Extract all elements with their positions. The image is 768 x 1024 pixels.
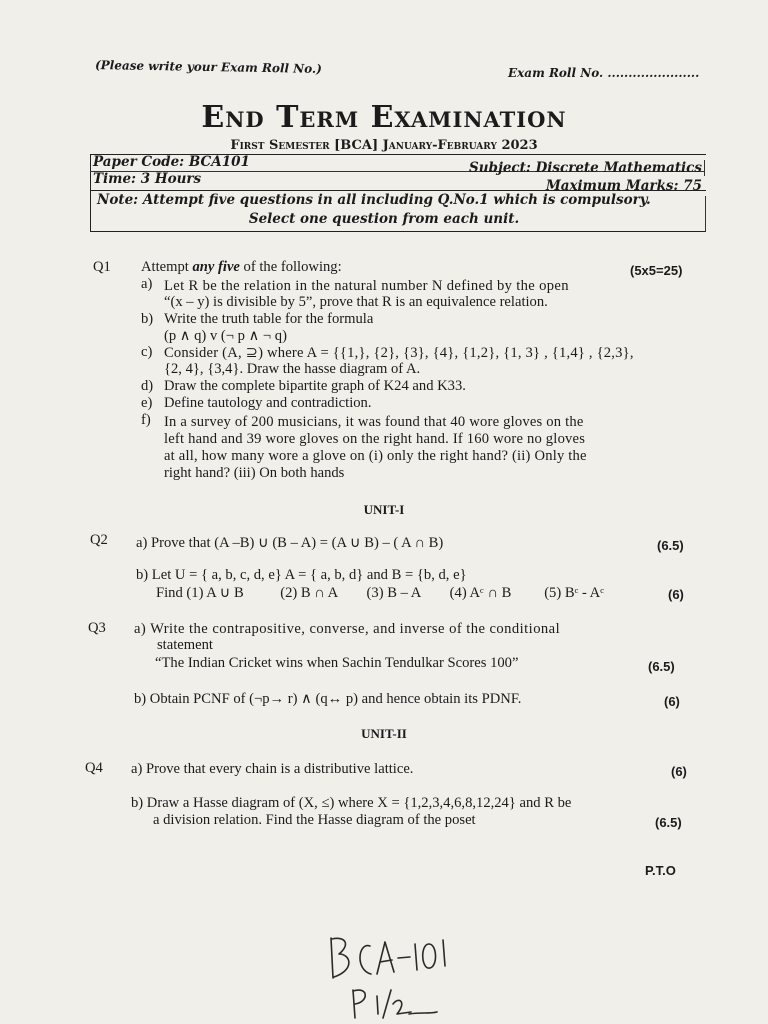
q4-b-line-1: b) Draw a Hasse diagram of (X, ≤) where X = {1,2,3,4,6,8,12,24} and R be <box>131 795 572 811</box>
note-line-2: Select one question from each unit. <box>248 211 520 227</box>
q2-number: Q2 <box>90 532 108 548</box>
q1-c-line-2: {2, 4}, {3,4}. Draw the hasse diagram of A. <box>164 361 421 377</box>
note-line-1: Note: Attempt five questions in all including Q.No.1 which is compulsory. <box>97 192 651 208</box>
q4-number: Q4 <box>85 760 103 776</box>
q1-f-line-4: right hand? (iii) On both hands <box>164 465 345 481</box>
q2-b-marks: (6) <box>668 587 684 602</box>
q4-a-marks: (6) <box>671 764 687 779</box>
exam-time: Time: 3 Hours <box>93 171 202 187</box>
q1-a-label: a) <box>141 276 153 292</box>
q3-number: Q3 <box>88 620 106 636</box>
subject: Subject: Discrete Mathematics <box>468 160 702 176</box>
q1-intro: Attempt any five of the following: <box>141 259 342 275</box>
q1-b-line-2: (p ∧ q) v (¬ p ∧ ¬ q) <box>164 328 287 344</box>
q1-f-line-2: left hand and 39 wore gloves on the right hand. If 160 wore no gloves <box>164 431 586 447</box>
max-marks: Maximum Marks: 75 <box>545 178 702 194</box>
paper-code: Paper Code: BCA101 <box>93 154 250 170</box>
q2-a-marks: (6.5) <box>657 538 684 553</box>
roll-number-field: Exam Roll No. ...................... <box>508 66 700 80</box>
roll-note: (Please write your Exam Roll No.) <box>94 58 322 76</box>
q1-f-line-3: at all, how many wore a glove on (i) only the right hand? (ii) Only the <box>164 448 587 464</box>
q1-f-line-1: In a survey of 200 musicians, it was found that 40 wore gloves on the <box>164 414 584 430</box>
q4-b-marks: (6.5) <box>655 815 682 830</box>
handwritten-annotation <box>325 930 465 1020</box>
exam-title: End Term Examination <box>201 100 567 135</box>
q3-a-line-2: statement <box>157 637 213 653</box>
semester-line: First Semester [BCA] January-February 2023 <box>230 138 538 153</box>
q3-a-line-3: “The Indian Cricket wins when Sachin Tendulkar Scores 100” <box>155 655 519 671</box>
q3-a-line-1: a) Write the contrapositive, converse, and inverse of the conditional <box>134 621 561 637</box>
q4-b-line-2: a division relation. Find the Hasse diagram of the poset <box>153 812 476 828</box>
q1-a-line-1: Let R be the relation in the natural number N defined by the open <box>164 278 569 294</box>
handwriting-drawing <box>325 930 465 1020</box>
unit-1-heading: UNIT-I <box>363 502 405 517</box>
q2-b-line-2: Find (1) A ∪ B (2) B ∩ A (3) B – A (4) Aᶜ ∩ B (5) Bᶜ - Aᶜ <box>156 585 604 601</box>
q1-c-label: c) <box>141 344 153 360</box>
q1-b-line-1: Write the truth table for the formula <box>164 311 374 327</box>
q1-d-label: d) <box>141 378 154 394</box>
q1-e-label: e) <box>141 395 153 411</box>
q3-b-marks: (6) <box>664 694 680 709</box>
q1-e-line-1: Define tautology and contradiction. <box>164 395 372 411</box>
q4-a: a) Prove that every chain is a distributive lattice. <box>131 761 414 777</box>
q1-number: Q1 <box>93 259 111 275</box>
q1-marks: (5x5=25) <box>630 263 683 278</box>
q1-c-line-1: Consider (A, ⊇) where A = {{1,}, {2}, {3}, {4}, {1,2}, {1, 3} , {1,4} , {2,3}, <box>164 345 634 361</box>
q1-b-label: b) <box>141 311 154 327</box>
q1-f-label: f) <box>141 412 151 428</box>
q1-d-line-1: Draw the complete bipartite graph of K24 and K33. <box>164 378 466 394</box>
q2-b-line-1: b) Let U = { a, b, c, d, e} A = { a, b, d} and B = {b, d, e} <box>136 567 467 583</box>
header-right-edge <box>704 160 705 176</box>
q3-b: b) Obtain PCNF of (¬p→ r) ∧ (q↔ p) and hence obtain its PDNF. <box>134 691 522 707</box>
unit-2-heading: UNIT-II <box>361 726 407 741</box>
q3-a-marks: (6.5) <box>648 659 675 674</box>
q1-a-line-2: “(x – y) is divisible by 5”, prove that R is an equivalence relation. <box>164 294 548 310</box>
q2-a: a) Prove that (A –B) ∪ (B – A) = (A ∪ B) – ( A ∩ B) <box>136 535 444 551</box>
pto-marker: P.T.O <box>645 863 676 878</box>
